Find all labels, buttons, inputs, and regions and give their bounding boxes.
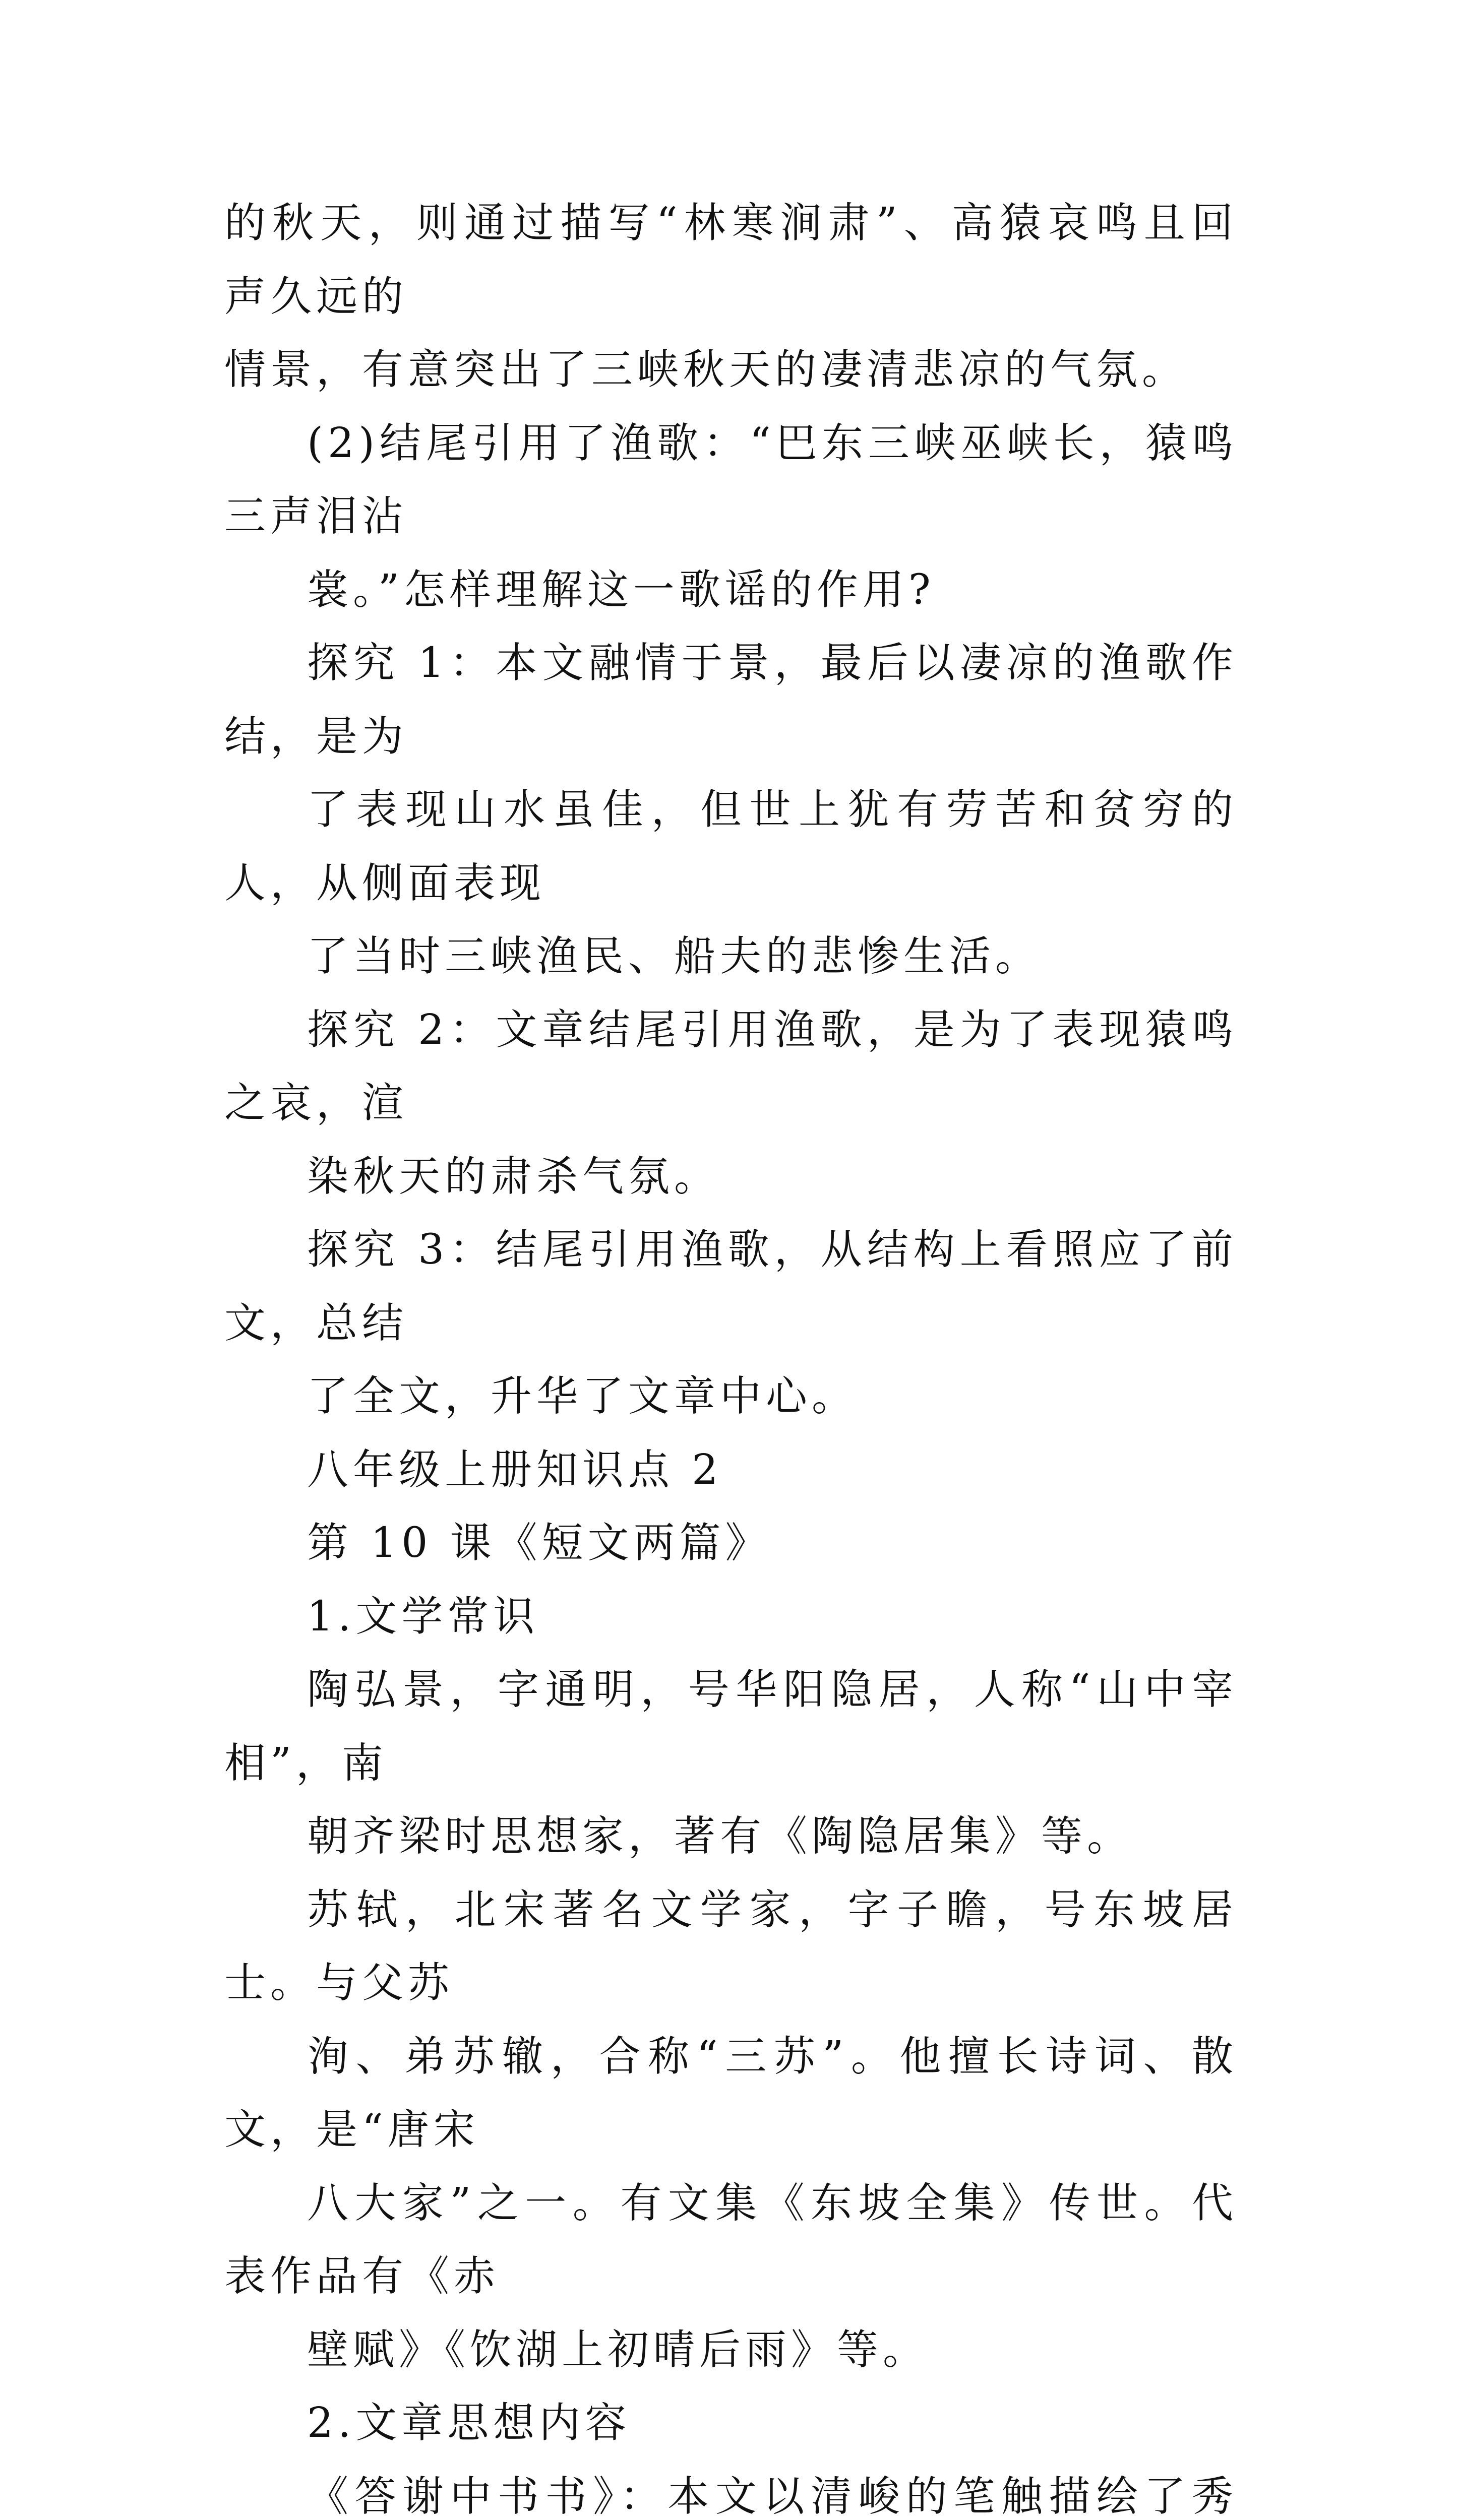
text-line: 探究 2：文章结尾引用渔歌，是为了表现猿鸣之哀，渲 xyxy=(224,993,1238,1140)
text-line: 朝齐梁时思想家，著有《陶隐居集》等。 xyxy=(224,1800,1238,1873)
text-line: 了当时三峡渔民、船夫的悲惨生活。 xyxy=(224,920,1238,993)
text-line: 了表现山水虽佳，但世上犹有劳苦和贫穷的人，从侧面表现 xyxy=(224,773,1238,920)
paragraph-question-2 xyxy=(224,407,1238,627)
text-line: 2.文章思想内容 xyxy=(224,2386,1238,2460)
section-heading xyxy=(224,1433,1238,1507)
subheading-thought-content xyxy=(224,2386,1238,2460)
text-line: 《答谢中书书》：本文以清峻的笔触描绘了秀 xyxy=(224,2460,1238,2520)
document-body xyxy=(224,186,1238,2520)
text-line: 1.文学常识 xyxy=(224,1580,1238,1654)
text-line: 洵、弟苏辙，合称“三苏”。他擅长诗词、散文，是“唐宋 xyxy=(224,2020,1238,2167)
text-line: 染秋天的肃杀气氛。 xyxy=(224,1140,1238,1214)
text-line: 壁赋》《饮湖上初晴后雨》等。 xyxy=(224,2313,1238,2387)
paragraph-da-xie-zhongshu xyxy=(224,2460,1238,2520)
text-line: 八年级上册知识点 2 xyxy=(224,1433,1238,1507)
text-line: 裳。”怎样理解这一歌谣的作用? xyxy=(224,553,1238,627)
text-line: (2)结尾引用了渔歌：“巴东三峡巫峡长，猿鸣三声泪沾 xyxy=(224,407,1238,553)
text-line: 陶弘景，字通明，号华阳隐居，人称“山中宰相”，南 xyxy=(224,1653,1238,1800)
lesson-title xyxy=(224,1506,1238,1580)
text-line: 八大家”之一。有文集《东坡全集》传世。代表作品有《赤 xyxy=(224,2167,1238,2313)
text-line: 情景，有意突出了三峡秋天的凄清悲凉的气氛。 xyxy=(224,333,1238,407)
text-line: 探究 3：结尾引用渔歌，从结构上看照应了前文，总结 xyxy=(224,1213,1238,1360)
paragraph-autumn-continuation xyxy=(224,186,1238,407)
subheading-literary-knowledge xyxy=(224,1580,1238,1654)
text-line: 的秋天，则通过描写“林寒涧肃”、高猿哀鸣且回声久远的 xyxy=(224,186,1238,333)
paragraph-su-shi xyxy=(224,1873,1238,2387)
text-line: 苏轼，北宋著名文学家，字子瞻，号东坡居士。与父苏 xyxy=(224,1873,1238,2020)
paragraph-exploration-3 xyxy=(224,1213,1238,1433)
text-line: 第 10 课《短文两篇》 xyxy=(224,1506,1238,1580)
paragraph-tao-hongjing xyxy=(224,1653,1238,1873)
paragraph-exploration-2 xyxy=(224,993,1238,1214)
text-line: 了全文，升华了文章中心。 xyxy=(224,1360,1238,1433)
paragraph-exploration-1 xyxy=(224,626,1238,993)
text-line: 探究 1：本文融情于景，最后以凄凉的渔歌作结，是为 xyxy=(224,626,1238,773)
